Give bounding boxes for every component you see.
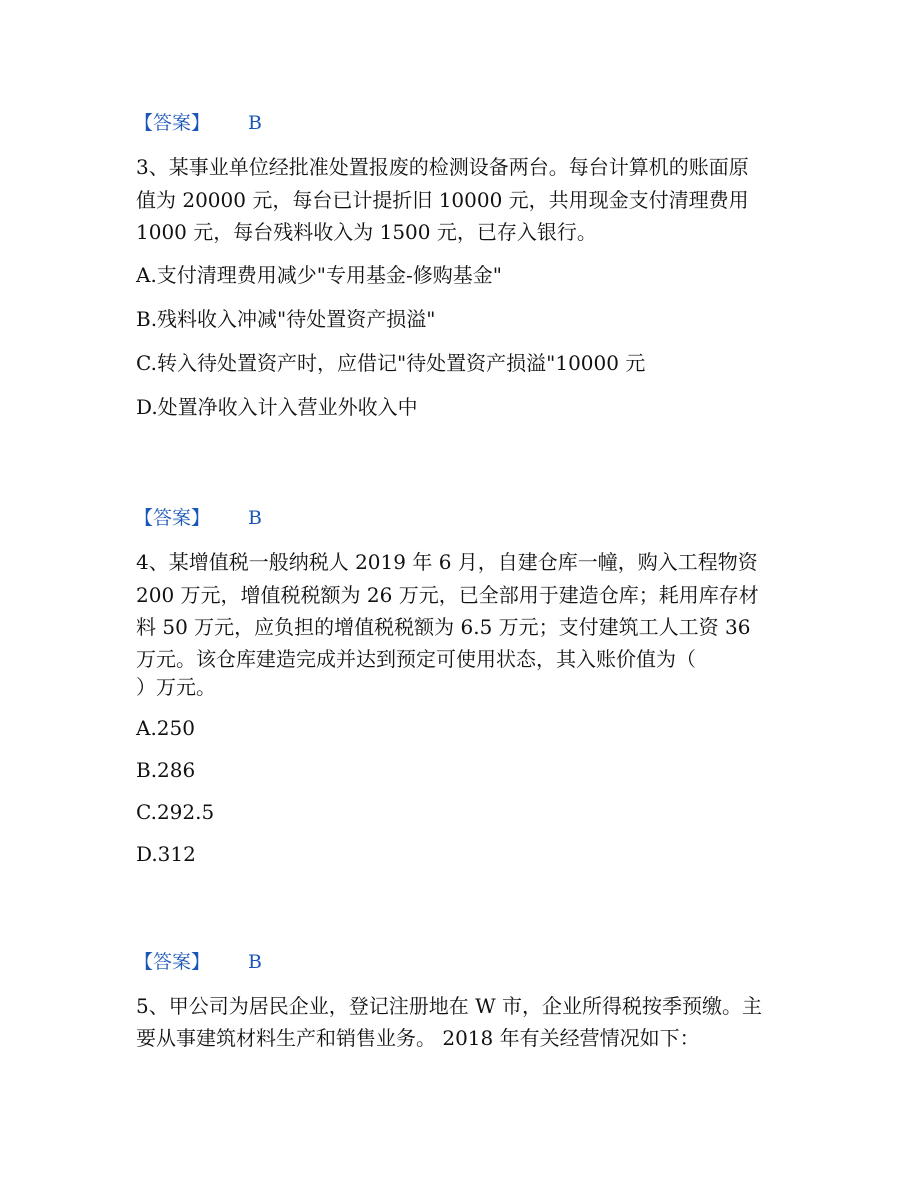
question-4-line-4: 万元。该仓库建造完成并达到预定可使用状态，其入账价值为（	[136, 647, 696, 671]
answer-label	[134, 950, 262, 974]
question-4-option-b: B.286	[136, 758, 196, 782]
question-4-option-a: A.250	[136, 716, 195, 740]
answer-label	[134, 506, 262, 530]
question-4-line-2: 200 万元，增值税税额为 26 万元，已全部用于建造仓库；耗用库存材	[136, 583, 759, 607]
answer-tag: 【答案】	[134, 507, 211, 529]
answer-value: B	[248, 951, 262, 973]
answer-tag: 【答案】	[134, 951, 211, 973]
question-5-line-2: 要从事建筑材料生产和销售业务。 2018 年有关经营情况如下：	[136, 1026, 700, 1050]
answer-tag: 【答案】	[134, 112, 211, 134]
question-3-option-b: B.残料收入冲减"待处置资产损溢"	[136, 307, 436, 331]
question-3-line-2: 值为 20000 元，每台已计提折旧 10000 元，共用现金支付清理费用	[136, 188, 749, 212]
answer-label	[134, 111, 262, 135]
question-4-line-1: 4、某增值税一般纳税人 2019 年 6 月，自建仓库一幢，购入工程物资	[136, 550, 758, 574]
question-5-line-1: 5、甲公司为居民企业，登记注册地在 W 市，企业所得税按季预缴。主	[136, 994, 762, 1018]
question-3-line-1: 3、某事业单位经批准处置报废的检测设备两台。每台计算机的账面原	[136, 155, 749, 179]
question-3-option-a: A.支付清理费用减少"专用基金-修购基金"	[136, 263, 502, 287]
question-3-line-3: 1000 元，每台残料收入为 1500 元，已存入银行。	[136, 220, 597, 244]
answer-value: B	[248, 112, 262, 134]
question-3-option-d: D.处置净收入计入营业外收入中	[136, 395, 418, 419]
question-3-option-c: C.转入待处置资产时，应借记"待处置资产损溢"10000 元	[136, 351, 646, 375]
question-4-line-3: 料 50 万元，应负担的增值税税额为 6.5 万元；支付建筑工人工资 36	[136, 615, 751, 639]
question-4-line-5: ）万元。	[136, 675, 216, 699]
answer-value: B	[248, 507, 262, 529]
question-4-option-d: D.312	[136, 842, 196, 866]
question-4-option-c: C.292.5	[136, 800, 215, 824]
